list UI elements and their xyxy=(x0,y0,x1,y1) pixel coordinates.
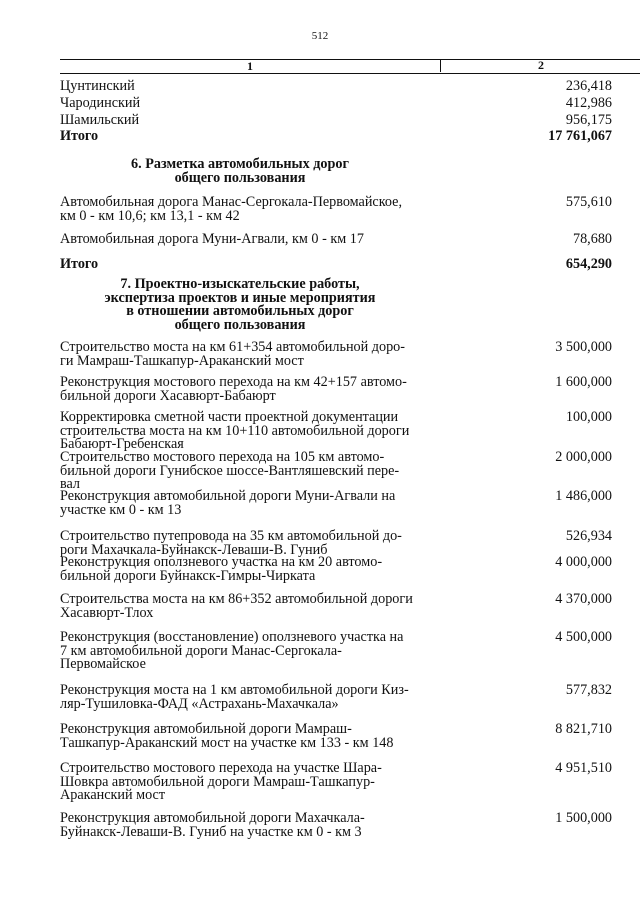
row-name: Строительства моста на км 86+352 автомобильной дороги Хасавюрт-Тлох xyxy=(60,591,413,621)
row-value: 78,680 xyxy=(572,231,612,247)
section-title: 6. Разметка автомобильных дорог общего пользования xyxy=(131,156,349,186)
row-name: Автомобильная дорога Муни-Агвали, км 0 - км 17 xyxy=(60,231,364,247)
row-value: 4 000,000 xyxy=(555,554,612,570)
row-value: 1 486,000 xyxy=(555,488,612,504)
row-value: 8 821,710 xyxy=(555,721,612,737)
row-name: Строительство мостового перехода на 105 км автомо- бильной дороги Гунибское шоссе-Вантляшевский пере- вал xyxy=(60,449,400,493)
row-value: 526,934 xyxy=(565,528,612,544)
row-name: Строительство путепровода на 35 км автомобильной до- роги Махачкала-Буйнакск-Леваши-В. Гуниб xyxy=(60,528,402,558)
row-name: Цунтинский xyxy=(60,78,135,94)
row-value: 4 500,000 xyxy=(555,629,612,645)
row-name: Реконструкция оползневого участка на км 20 автомо- бильной дороги Буйнакск-Гимры-Чирката xyxy=(60,554,383,584)
row-name: Шамильский xyxy=(60,112,140,128)
row-value: 17 761,067 xyxy=(548,128,612,144)
row-name: Реконструкция моста на 1 км автомобильной дороги Киз- ляр-Тушиловка-ФАД «Астрахань-Махачкала» xyxy=(60,682,409,712)
row-value: 3 500,000 xyxy=(555,339,612,355)
row-value: 1 500,000 xyxy=(555,810,612,826)
row-value: 1 600,000 xyxy=(555,374,612,390)
header-col-1: 1 xyxy=(247,59,253,73)
page-number: 512 xyxy=(311,30,329,42)
row-value: 412,986 xyxy=(565,95,612,111)
row-name: Реконструкция автомобильной дороги Мамраш- Ташкапур-Араканский мост на участке км 133 - км 148 xyxy=(60,721,394,751)
row-value: 4 370,000 xyxy=(555,591,612,607)
section-title: 7. Проектно-изыскательские работы, экспертиза проектов и иные мероприятия в отношении автомобильных дорог общего пользования xyxy=(104,276,376,333)
row-value: 2 000,000 xyxy=(555,449,612,465)
row-value: 100,000 xyxy=(565,409,612,425)
row-value: 4 951,510 xyxy=(555,760,612,776)
row-name: Реконструкция (восстановление) оползневого участка на 7 км автомобильной дороги Манас-Сергокала- Первомайское xyxy=(60,629,404,673)
row-name: Итого xyxy=(60,256,99,272)
row-value: 654,290 xyxy=(565,256,612,272)
row-name: Итого xyxy=(60,128,99,144)
header-col-2: 2 xyxy=(440,59,640,72)
row-name: Строительство мостового перехода на участке Шара- Шовкра автомобильной дороги Мамраш-Ташкапур- Араканский мост xyxy=(60,760,382,804)
table-header xyxy=(60,59,640,74)
row-value: 236,418 xyxy=(565,78,612,94)
row-name: Автомобильная дорога Манас-Сергокала-Первомайское, км 0 - км 10,6; км 13,1 - км 42 xyxy=(60,194,403,224)
row-name: Реконструкция автомобильной дороги Махачкала- Буйнакск-Леваши-В. Гуниб на участке км 0 - км 3 xyxy=(60,810,365,840)
row-name: Реконструкция автомобильной дороги Муни-Агвали на участке км 0 - км 13 xyxy=(60,488,396,518)
row-value: 577,832 xyxy=(565,682,612,698)
row-name: Чародинский xyxy=(60,95,141,111)
row-value: 575,610 xyxy=(565,194,612,210)
row-name: Строительство моста на км 61+354 автомобильной доро- ги Мамраш-Ташкапур-Араканский мост xyxy=(60,339,405,369)
row-value: 956,175 xyxy=(565,112,612,128)
row-name: Корректировка сметной части проектной документации строительства моста на км 10+110 автомобильной дороги Бабаюрт-Гребенская xyxy=(60,409,410,453)
row-name: Реконструкция мостового перехода на км 42+157 автомо- бильной дороги Хасавюрт-Бабаюрт xyxy=(60,374,407,404)
